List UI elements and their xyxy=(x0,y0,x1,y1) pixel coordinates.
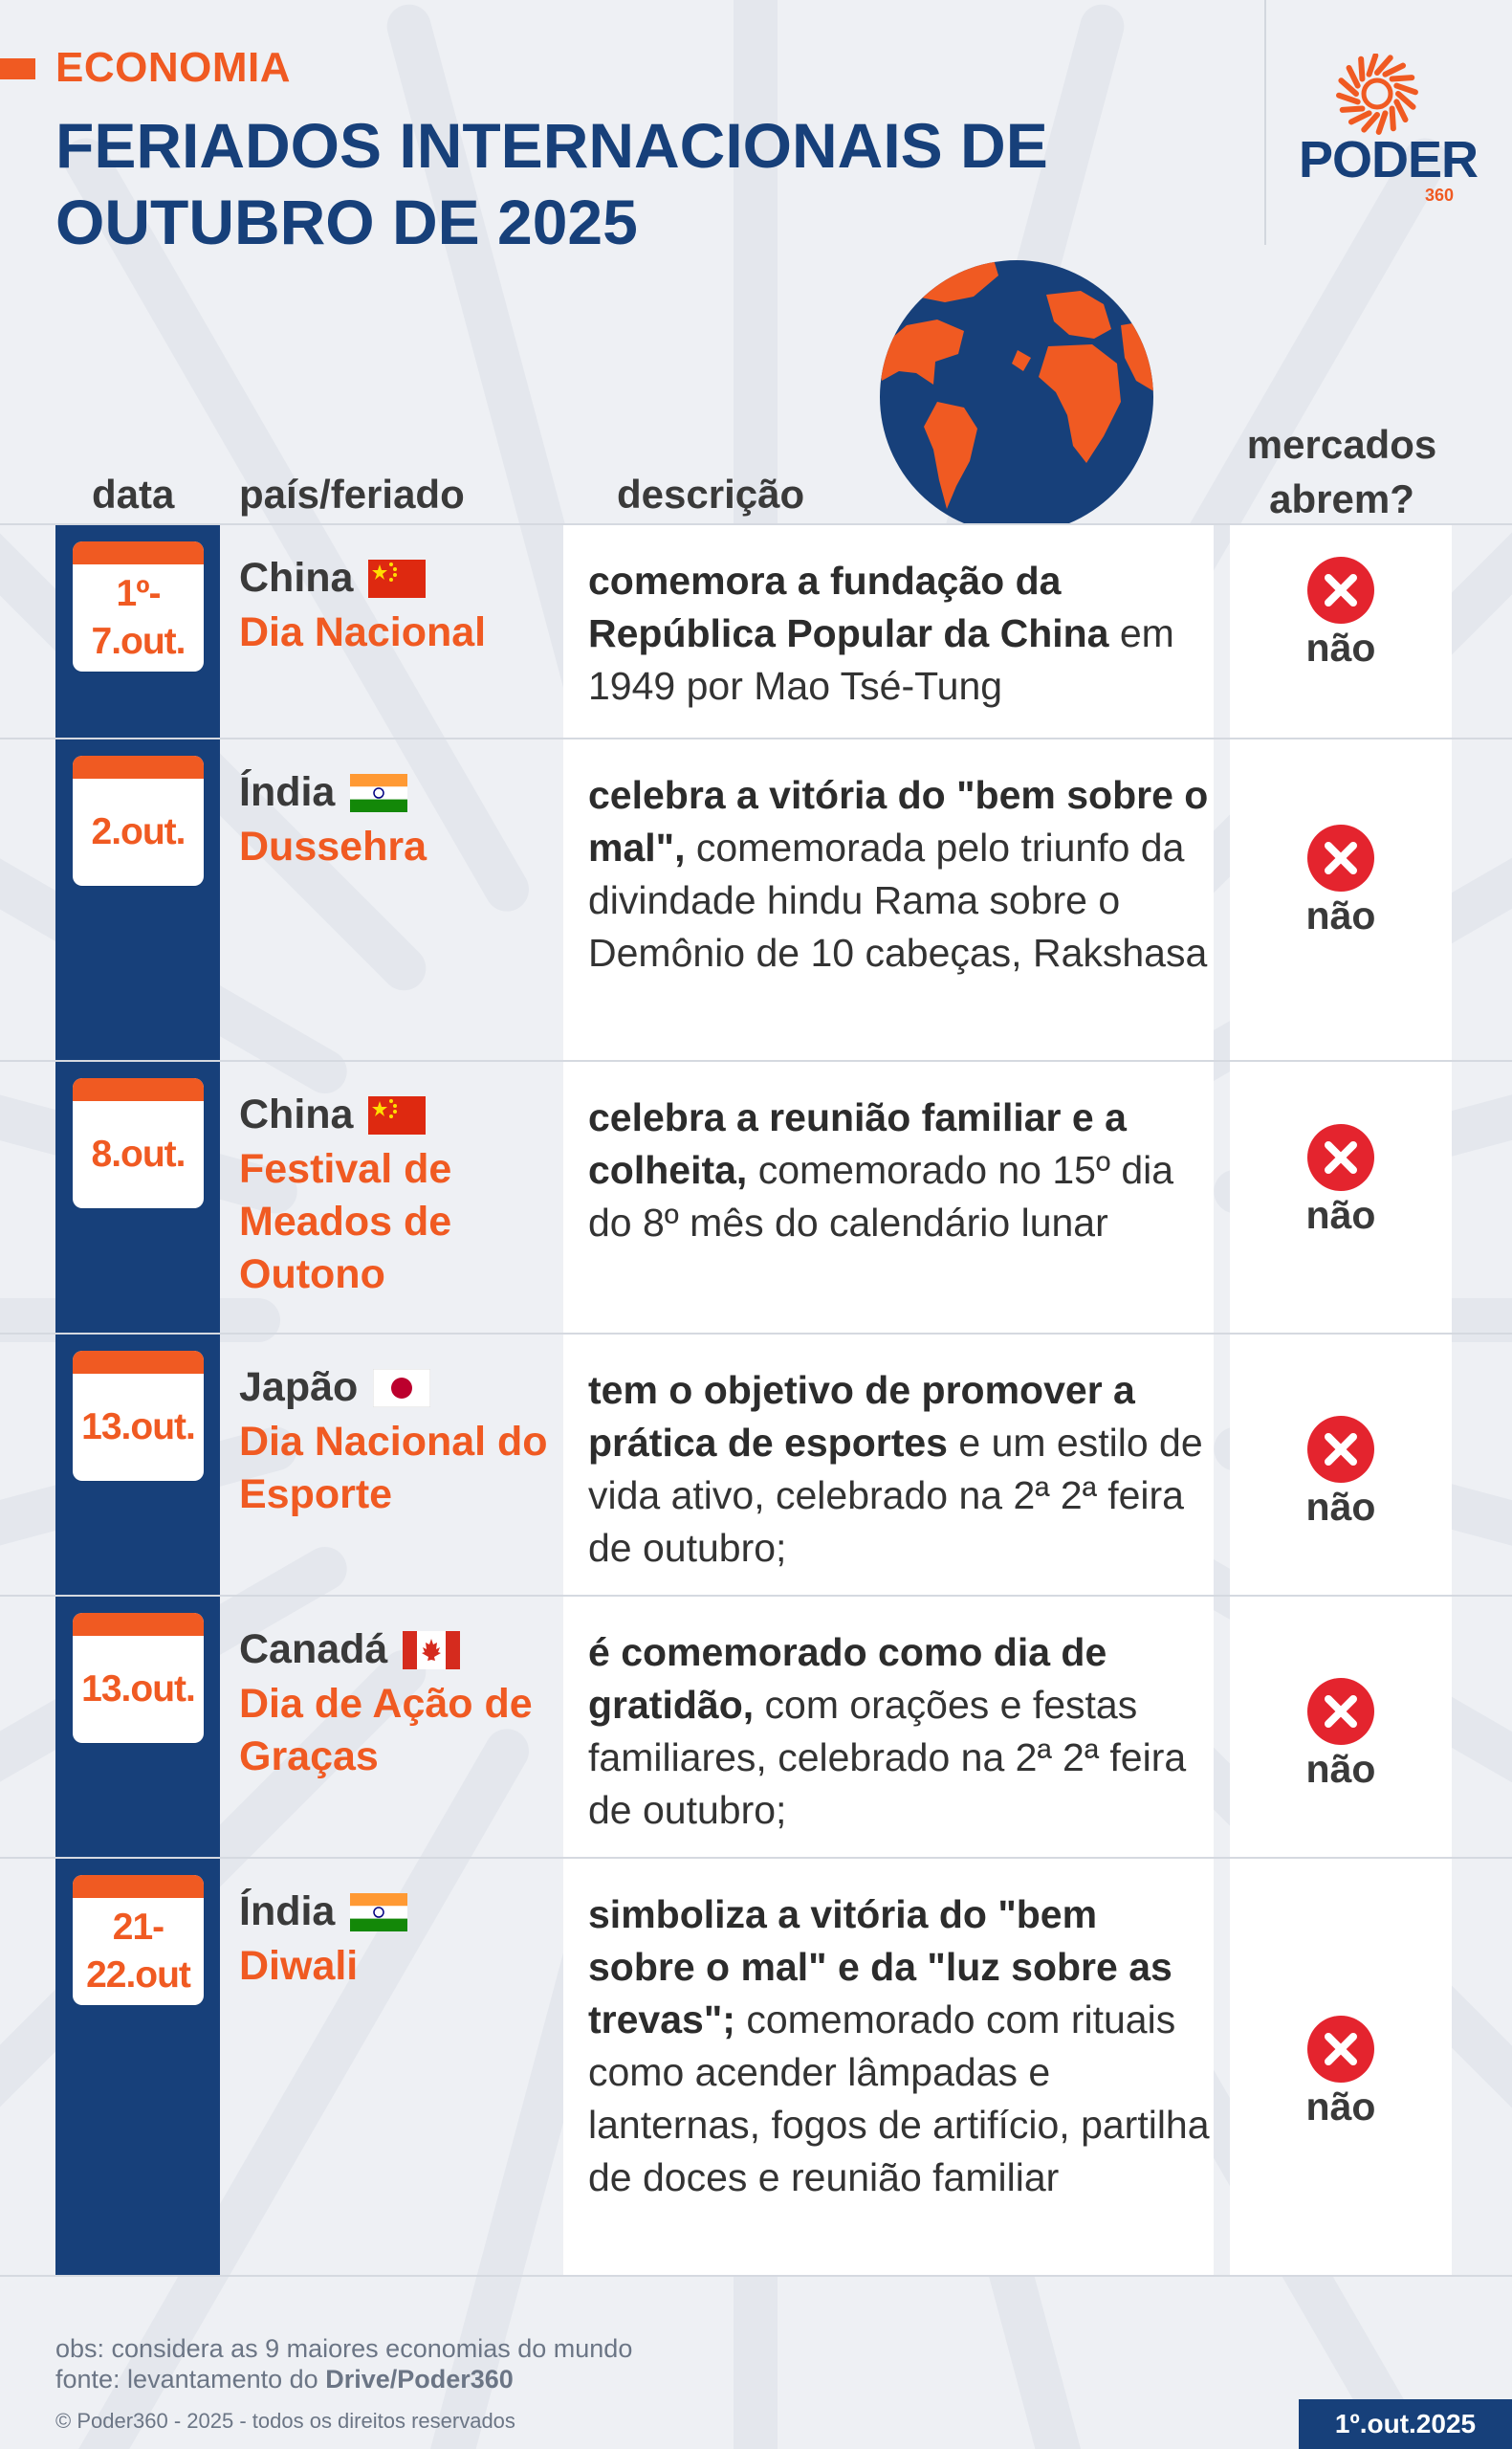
sunburst-ray xyxy=(1392,109,1393,129)
holiday-name: Dia Nacional do Esporte xyxy=(239,1419,548,1517)
logo-number: 360 xyxy=(1425,186,1455,205)
description-text: comemorada pelo triunfo da divindade hindu Rama sobre o Demônio de 10 cabeças, Rakshasa xyxy=(588,826,1208,975)
calendar-date-badge xyxy=(73,1078,204,1208)
description-highlight: celebra a vitória do "bem sobre o mal", xyxy=(588,773,1209,870)
markets-open-label: não xyxy=(1305,2085,1376,2129)
country-name: China xyxy=(239,555,354,601)
calendar-date-badge xyxy=(73,541,204,672)
source-name: Drive/Poder360 xyxy=(325,2365,514,2394)
calendar-date-badge xyxy=(73,1351,204,1481)
holiday-description xyxy=(588,1364,1210,1575)
footer-source xyxy=(55,2365,514,2394)
sunburst-ray xyxy=(1385,66,1403,75)
country-line xyxy=(239,769,407,816)
holiday-date: 21- 22.out xyxy=(86,1907,190,1996)
description-text: com orações e festas familiares, celebrado na 2ª 2ª feira de outubro; xyxy=(588,1683,1187,1832)
description-highlight: celebra a reunião familiar e a colheita, xyxy=(588,1095,1127,1192)
india-flag-icon xyxy=(350,1893,407,1931)
markets-open-label: não xyxy=(1305,1747,1376,1791)
globe-icon xyxy=(878,258,1155,536)
calendar-header-strip xyxy=(73,541,204,564)
holiday-description xyxy=(588,1888,1210,2204)
row-divider xyxy=(0,1333,1512,1335)
description-highlight: é comemorado como dia de gratidão, xyxy=(588,1630,1107,1727)
holiday-name: Dussehra xyxy=(239,824,427,870)
markets-open-label: não xyxy=(1305,1193,1376,1237)
close-x-icon xyxy=(1307,557,1374,624)
close-x-icon xyxy=(1307,825,1374,892)
holiday-name: Dia de Ação de Graças xyxy=(239,1681,533,1779)
country-line xyxy=(239,1626,460,1673)
holiday-date: 13.out. xyxy=(81,1668,195,1710)
country-name: Índia xyxy=(239,769,336,815)
country-line xyxy=(239,1092,426,1138)
sun-burst-icon xyxy=(1282,54,1492,140)
row-divider xyxy=(0,1857,1512,1859)
calendar-header-strip xyxy=(73,756,204,779)
holiday-date: 13.out. xyxy=(81,1406,195,1447)
japan-flag-icon xyxy=(373,1369,430,1407)
markets-open-label: não xyxy=(1305,1485,1376,1529)
sunburst-ray xyxy=(1349,68,1358,86)
calendar-date-badge xyxy=(73,1613,204,1743)
column-header-description: descrição xyxy=(617,472,805,517)
markets-status xyxy=(1230,2016,1452,2129)
markets-status xyxy=(1230,557,1452,671)
publication-date-badge: 1º.out.2025 xyxy=(1299,2399,1512,2449)
calendar-header-strip xyxy=(73,1613,204,1636)
close-x-icon xyxy=(1307,1124,1374,1191)
country-name: Índia xyxy=(239,1888,336,1934)
sunburst-ray xyxy=(1343,109,1363,110)
country-line xyxy=(239,555,426,602)
row-divider xyxy=(0,1595,1512,1597)
description-highlight: tem o objetivo de promover a prática de esportes xyxy=(588,1368,1135,1465)
calendar-header-strip xyxy=(73,1078,204,1101)
column-header-country-holiday: país/feriado xyxy=(239,472,465,517)
china-flag-icon xyxy=(368,560,426,598)
holiday-description xyxy=(588,555,1210,713)
holiday-date: 2.out. xyxy=(91,811,186,852)
close-x-icon xyxy=(1307,1678,1374,1745)
markets-status xyxy=(1230,825,1452,938)
markets-column-band xyxy=(1230,524,1452,2275)
description-text: e um estilo de vida ativo, celebrado na 2ª 2ª feira de outubro; xyxy=(588,1421,1203,1570)
header-divider xyxy=(1264,0,1266,245)
markets-open-label: não xyxy=(1305,626,1376,670)
country-name: Canadá xyxy=(239,1626,388,1672)
section-kicker: ECONOMIA xyxy=(55,44,291,91)
description-text: em 1949 por Mao Tsé-Tung xyxy=(588,611,1174,708)
sunburst-ray xyxy=(1361,59,1362,79)
canada-flag-icon xyxy=(403,1631,460,1669)
column-header-markets-open: mercados abrem? xyxy=(1246,422,1437,521)
calendar-header-strip xyxy=(73,1875,204,1898)
markets-open-label: não xyxy=(1305,894,1376,938)
holiday-date: 1º- 7.out. xyxy=(91,573,186,662)
row-divider xyxy=(0,1060,1512,1062)
column-header-data: data xyxy=(92,472,175,517)
markets-status xyxy=(1230,1678,1452,1792)
description-text: comemorado com rituais como acender lâmpadas e lanternas, fogos de artifício, partilha de doces e reunião familiar xyxy=(588,1997,1210,2199)
source-prefix: fonte: levantamento do xyxy=(55,2365,326,2394)
row-divider xyxy=(0,523,1512,525)
footer-copyright: © Poder360 - 2025 - todos os direitos reservados xyxy=(55,2409,515,2433)
china-flag-icon xyxy=(368,1096,426,1135)
country-line xyxy=(239,1364,430,1411)
footer-note: obs: considera as 9 maiores economias do mundo xyxy=(55,2334,633,2363)
calendar-date-badge xyxy=(73,756,204,886)
markets-status xyxy=(1230,1124,1452,1238)
calendar-date-badge xyxy=(73,1875,204,2005)
holiday-date: 8.out. xyxy=(91,1134,186,1175)
kicker-bar xyxy=(0,58,35,79)
holiday-name: Festival de Meados de Outono xyxy=(239,1146,452,1297)
page-title: FERIADOS INTERNACIONAIS DE OUTUBRO DE 2025 xyxy=(55,110,1048,257)
india-flag-icon xyxy=(350,774,407,812)
description-highlight: simboliza a vitória do "bem sobre o mal" e da "luz sobre as trevas"; xyxy=(588,1892,1172,2041)
poder360-logo xyxy=(1282,54,1492,216)
logo-wordmark: PODER xyxy=(1299,131,1479,188)
close-x-icon xyxy=(1307,2016,1374,2083)
row-divider xyxy=(0,738,1512,739)
sunburst-ray xyxy=(1396,101,1405,120)
sunburst-ray xyxy=(1392,77,1413,78)
holiday-name: Diwali xyxy=(239,1943,359,1989)
markets-status xyxy=(1230,1416,1452,1530)
country-name: China xyxy=(239,1092,354,1137)
holiday-name: Dia Nacional xyxy=(239,609,487,655)
row-divider xyxy=(0,2275,1512,2277)
calendar-header-strip xyxy=(73,1351,204,1374)
holiday-description xyxy=(588,769,1210,980)
description-highlight: comemora a fundação da República Popular da China xyxy=(588,559,1109,655)
description-text: comemorado no 15º dia do 8º mês do calendário lunar xyxy=(588,1148,1174,1245)
holiday-description xyxy=(588,1092,1210,1249)
holiday-description xyxy=(588,1626,1210,1837)
country-name: Japão xyxy=(239,1364,359,1410)
close-x-icon xyxy=(1307,1416,1374,1483)
sunburst-ray xyxy=(1351,113,1370,121)
country-line xyxy=(239,1888,407,1935)
